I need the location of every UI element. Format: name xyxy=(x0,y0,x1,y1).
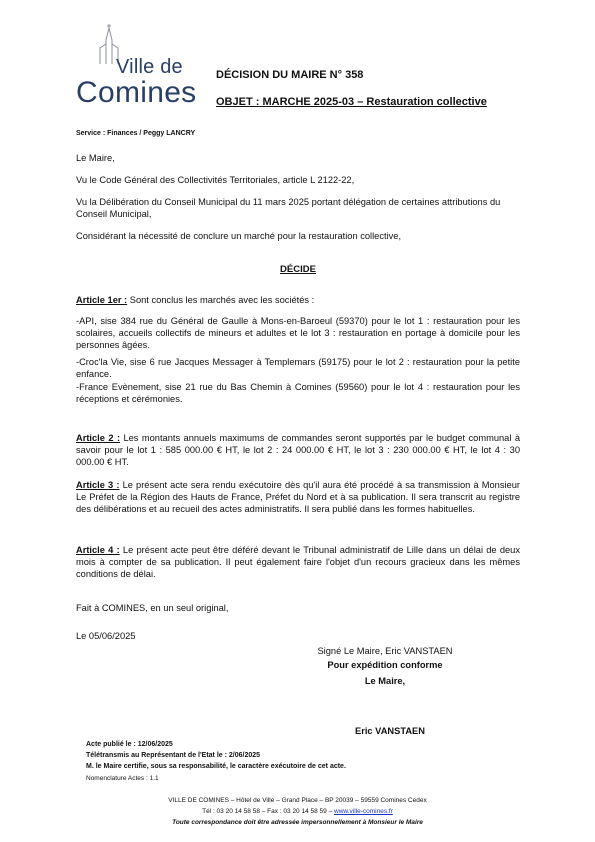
article-3 xyxy=(76,479,520,515)
article-3-text: Le présent acte sera rendu exécutoire dès qu'il aura été procédé à sa transmission à Monsieur Le Préfet de la Région des Hauts de France, Préfet du Nord et à sa publication. Il sera transcrit au registre des délibérations et au recueil des actes administratifs. Il sera publié dans les formes habituelles. xyxy=(76,480,520,514)
objet-line xyxy=(216,96,487,108)
objet-label: OBJET : xyxy=(216,96,260,108)
article-2-text: Les montants annuels maximums de commandes seront supportés par le budget communal à savoir pour le lot 1 : 585 000.00 € HT, le lot 2 : 24 000.00 € HT, le lot 3 : 230 000.00 € HT, le lot 4 : 30 000.00 € HT. xyxy=(76,433,521,467)
article-4-text: Le présent acte peut être déféré devant le Tribunal administratif de Lille dans un délai de deux mois à compter de sa publication. Il peut également faire l'objet d'un recours gracieux dans les mêmes conditions de délai. xyxy=(76,545,521,579)
decision-date: Le 05/06/2025 xyxy=(76,631,136,641)
logo-ville-text: Ville de xyxy=(116,56,183,78)
le-maire: Le Maire, xyxy=(76,153,115,163)
footer-website-link[interactable]: www.ville-comines.fr xyxy=(334,808,393,815)
acte-certifie: M. le Maire certifie, sous sa responsabilité, le caractère exécutoire de cet acte. xyxy=(86,763,346,770)
article-1-text: Sont conclus les marchés avec les sociétés : xyxy=(127,295,315,305)
article-2-label: Article 2 : xyxy=(76,433,121,443)
signature-name: Eric VANSTAEN xyxy=(355,726,425,736)
decide-heading: DÉCIDE xyxy=(280,264,316,275)
footer-address: VILLE DE COMINES – Hôtel de Ville – Grand Place – BP 20039 – 59559 Comines Cedex xyxy=(168,797,427,804)
article-1-label: Article 1er : xyxy=(76,295,128,305)
article-3-label: Article 3 : xyxy=(76,480,120,490)
footer-phone-fax: Tél : 03 20 14 58 58 – Fax : 03 20 14 58 59 – xyxy=(202,808,335,815)
logo xyxy=(76,24,206,114)
fait-a: Fait à COMINES, en un seul original, xyxy=(76,603,229,613)
logo-comines-text: Comines xyxy=(76,76,197,109)
objet-text: MARCHE 2025-03 – Restauration collective xyxy=(259,96,487,108)
footer-notice: Toute correspondance doit être adressée impersonnellement à Monsieur le Maire xyxy=(172,819,423,826)
lot-croc-la-vie: -Croc'la Vie, sise 6 rue Jacques Messager à Templemars (59175) pour le lot 2 : restauration pour la petite enfance. xyxy=(76,357,520,379)
vu-cgct: Vu le Code Général des Collectivités Territoriales, article L 2122-22, xyxy=(76,175,355,185)
footer-contact xyxy=(0,808,595,815)
article-4 xyxy=(76,544,520,580)
signature-signe: Signé Le Maire, Eric VANSTAEN xyxy=(317,646,453,656)
signature-expedition: Pour expédition conforme xyxy=(327,660,443,670)
considerant: Considérant la nécessité de conclure un marché pour la restauration collective, xyxy=(76,231,402,241)
article-2 xyxy=(76,432,520,468)
lot-france-evenement: -France Evènement, sise 21 rue du Bas Chemin à Comines (59560) pour le lot 4 : restauration pour les réceptions et cérémonies. xyxy=(76,382,520,404)
acte-teletransmis: Télétransmis au Représentant de l'Etat le : 2/06/2025 xyxy=(86,752,261,759)
vu-deliberation: Vu la Délibération du Conseil Municipal du 11 mars 2025 portant délégation de certaines attributions du Conseil Municipal, xyxy=(76,197,501,219)
signature-le-maire: Le Maire, xyxy=(364,676,406,686)
acte-publie: Acte publié le : 12/06/2025 xyxy=(86,741,173,748)
article-4-label: Article 4 : xyxy=(76,545,120,555)
article-1 xyxy=(76,294,520,306)
decision-title: DÉCISION DU MAIRE N° 358 xyxy=(216,69,364,81)
lot-api: -API, sise 384 rue du Général de Gaulle à Mons-en-Baroeul (59370) pour le lot 1 : restauration pour les scolaires, accueils collectifs de mineurs et adultes et le lot 3 : restauration en portage à domicile pour les personnes âgées. xyxy=(76,316,520,350)
service-line: Service : Finances / Peggy LANCRY xyxy=(76,130,196,137)
acte-nomenclature: Nomenclature Actes : 1.1 xyxy=(86,775,159,782)
